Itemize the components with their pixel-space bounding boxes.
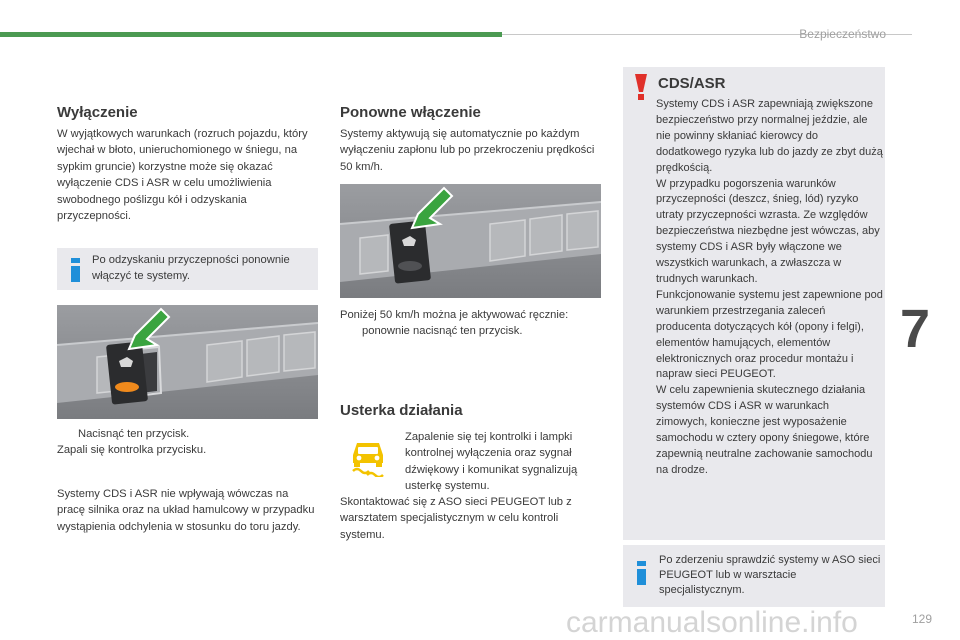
section-title: Bezpieczeństwo: [799, 27, 886, 41]
col1-note: Systemy CDS i ASR nie wpływają wówczas na pracę silnika oraz na układ hamulcowy w przypadku wystąpienia odchylenia w stosunku do toru jazdy.: [57, 488, 315, 533]
col2-below-text: Poniżej 50 km/h można je aktywować ręcznie:: [340, 309, 569, 321]
col2-fault-title: Usterka działania: [340, 402, 463, 419]
page-number: 129: [912, 612, 933, 626]
info-icon: [637, 569, 646, 585]
col2-fault-contact: Skontaktować się z ASO sieci PEUGEOT lub z warsztatem specjalistycznym w celu kontroli systemu.: [340, 496, 572, 541]
button-photo-1: [57, 305, 318, 419]
header-accent-bar: [0, 32, 502, 37]
col3-footer-info: Po zderzeniu sprawdzić systemy w ASO sieci PEUGEOT lub w warsztacie specjalistycznym.: [659, 554, 881, 596]
chapter-number: 7: [900, 299, 931, 359]
col1-intro: W wyjątkowych warunkach (rozruch pojazdu, który wjechał w błoto, unieruchomionego w śniegu, na sypkim gruncie) korzystne może się okazać wyłączenie CDS i ASR w celu umożliwienia swobodnego poślizgu kół i odzyskania przyczepności.: [57, 128, 308, 223]
col3-info-box: [623, 545, 885, 607]
button-photo-2: [340, 184, 601, 298]
col1-step-result: Zapali się kontrolka przycisku.: [57, 444, 207, 456]
cds-asr-title: CDS/ASR: [658, 75, 726, 92]
col2-intro: Systemy aktywują się automatycznie po każdym wyłączeniu zapłonu lub po przekroczeniu prędkości 50 km/h.: [340, 128, 595, 173]
col1-info-text: Po odzyskaniu przyczepności ponownie włączyć te systemy.: [92, 254, 290, 283]
warning-exclamation-icon: [633, 74, 649, 100]
col1-step: Nacisnąć ten przycisk.: [78, 428, 190, 440]
cds-asr-warning-box: [623, 67, 885, 540]
col2-title: Ponowne włączenie: [340, 104, 481, 121]
col1-info-box: [57, 248, 318, 290]
col2-step: ponownie nacisnąć ten przycisk.: [362, 325, 523, 337]
skidding-car-warning-icon: [349, 437, 387, 477]
cds-asr-body: Systemy CDS i ASR zapewniają zwiększone bezpieczeństwo przy normalnej jeździe, ale nie powinny skłaniać kierowcy do dodatkowego ryzyka lub do jazdy ze zbyt dużą prędkością. W przypadku pogorszenia warunków przyczepności (deszcz, śnieg, lód) ryzyko utraty przyczepności wzrasta. Ze względów bezpieczeństwa niezbędne jest wówczas, aby systemy CDS i ASR były włączone we wszystkich warunkach, a zwłaszcza w trudnych warunkach. Funkcjonowanie systemu jest zapewnione pod warunkiem przestrzegania zaleceń producenta dotyczących kół (opony i felgi), elementów hamujących, elementów elektronicznych oraz procedur montażu i napraw sieci PEUGEOT. W celu zapewnienia skutecznego działania systemów CDS i ASR w warunkach zimowych, konieczne jest wyposażenie samochodu w cztery opony śniegowe, które zapewnią neutralne zachowanie samochodu na drodze.: [656, 98, 883, 476]
col1-title: Wyłączenie: [57, 104, 138, 121]
watermark: carmanualsonline.info: [566, 606, 858, 639]
info-icon: [71, 266, 80, 282]
col2-fault-text: Zapalenie się tej kontrolki i lampki kontrolnej wyłączenia oraz sygnał dźwiękowy i komunikat sygnalizują usterkę systemu.: [405, 431, 578, 493]
